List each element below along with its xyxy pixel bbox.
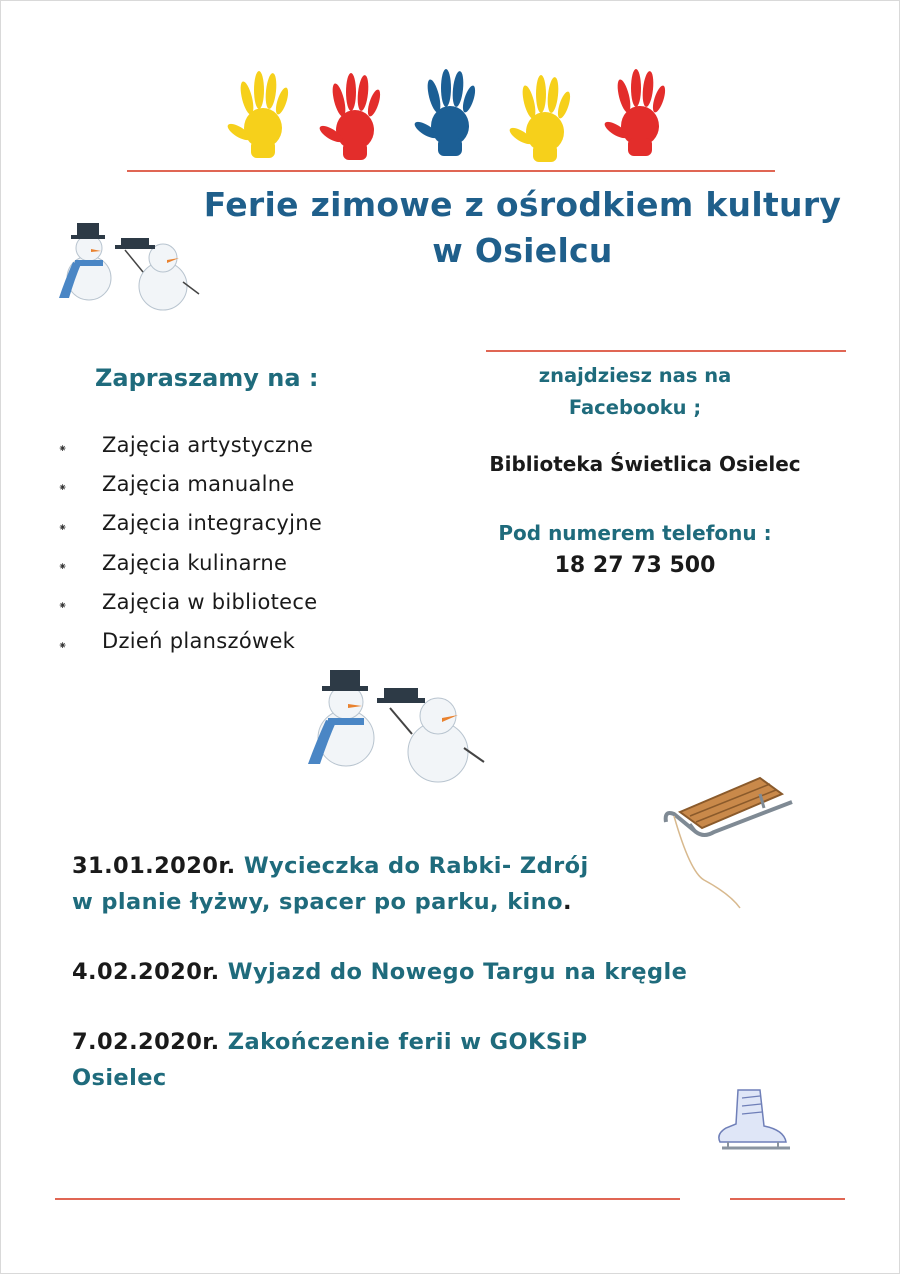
phone-number: 18 27 73 500: [554, 553, 716, 578]
activity-label: Zajęcia kulinarne: [102, 550, 288, 575]
list-item: [58, 621, 322, 660]
list-item: [58, 582, 322, 621]
list-item: [58, 543, 322, 582]
facebook-label-line-1: znajdziesz nas na: [538, 364, 732, 387]
yellow-hand-icon: [225, 71, 290, 158]
phone-label: Pod numerem telefonu :: [498, 521, 772, 545]
event-separator: .: [210, 1029, 220, 1055]
title-line-2: w Osielcu: [432, 231, 613, 271]
red-hand-icon: [602, 69, 667, 156]
facebook-label: [480, 360, 790, 424]
event-separator: .: [226, 853, 236, 879]
snowman-icon: [377, 688, 484, 782]
title-line-1: Ferie zimowe z ośrodkiem kultury: [203, 185, 842, 224]
bottom-divider-right: [730, 1198, 845, 1200]
top-divider: [127, 170, 775, 172]
sled-icon: [660, 772, 800, 914]
red-hand-icon: [317, 73, 382, 160]
bullet-icon: ⁕: [58, 599, 68, 613]
event-description-cont: Osielec: [72, 1065, 167, 1091]
event-date: 31.01.2020r: [72, 853, 227, 879]
event-separator: .: [210, 959, 220, 985]
blue-hand-icon: [412, 69, 477, 156]
event-3: [72, 1024, 587, 1096]
list-item: [58, 464, 322, 503]
snowmen-illustration: [55, 220, 205, 316]
facebook-label-line-2: Facebooku ;: [568, 396, 702, 419]
activity-list: [58, 425, 322, 661]
event-date: 4.02.2020r: [72, 959, 211, 985]
event-description: Wyjazd do Nowego Targu na kręgle: [227, 959, 688, 985]
bullet-icon: ⁕: [58, 560, 68, 574]
list-item: [58, 504, 322, 543]
ice-skate-icon: [710, 1086, 796, 1164]
event-description: Zakończenie ferii w GOKSiP: [227, 1029, 588, 1055]
event-description: Wycieczka do Rabki- Zdrój: [243, 853, 589, 879]
bullet-icon: ⁕: [58, 638, 68, 652]
list-item: [58, 425, 322, 464]
invite-heading: Zapraszamy na :: [95, 364, 319, 392]
event-end: .: [562, 889, 572, 915]
snowman-icon: [59, 223, 111, 300]
facebook-page-name: Biblioteka Świetlica Osielec: [489, 452, 801, 476]
event-2: [72, 954, 687, 990]
yellow-hand-icon: [507, 75, 572, 162]
event-description-cont: w planie łyżwy, spacer po parku, kino: [72, 889, 563, 915]
bullet-icon: ⁕: [58, 442, 68, 456]
bullet-icon: ⁕: [58, 481, 68, 495]
bottom-divider-left: [55, 1198, 680, 1200]
bullet-icon: ⁕: [58, 520, 68, 534]
contact-divider: [486, 350, 846, 352]
activity-label: Zajęcia manualne: [102, 471, 295, 496]
handprints-banner: [225, 66, 685, 166]
activity-label: Zajęcia w bibliotece: [102, 589, 318, 614]
event-1: [72, 848, 589, 920]
snowmen-illustration-large: [300, 668, 490, 784]
activity-label: Zajęcia integracyjne: [102, 511, 323, 536]
snowman-icon: [115, 238, 199, 310]
activity-label: Dzień planszówek: [102, 629, 296, 654]
activity-label: Zajęcia artystyczne: [102, 432, 314, 457]
page-title: [200, 182, 845, 274]
snowman-icon: [308, 670, 374, 766]
event-date: 7.02.2020r: [72, 1029, 211, 1055]
